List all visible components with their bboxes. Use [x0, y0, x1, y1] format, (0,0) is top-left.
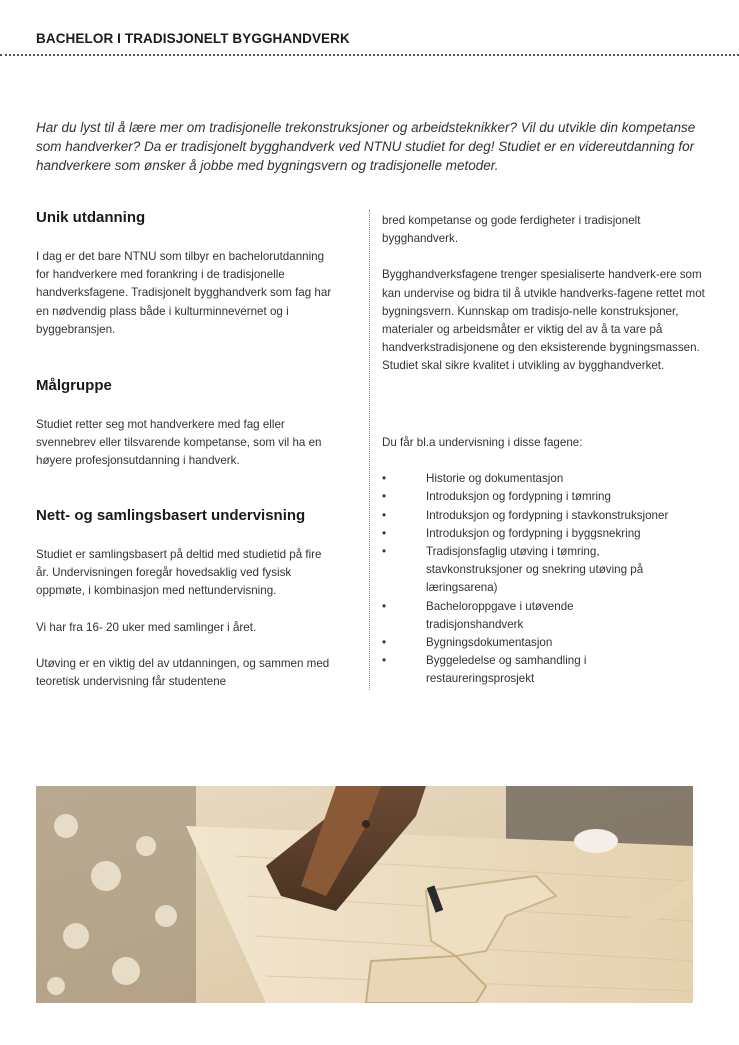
section-nett-og-samlingsbasert — [36, 506, 336, 691]
section-heading: Målgruppe — [36, 377, 112, 394]
intro-paragraph: Har du lyst til å lære mer om tradisjonelle trekonstruksjoner og arbeidsteknikker? Vil du utvikle din kompetanse som handverker? Da er tradisjonelt bygghandverk ved NTNU studiet for deg! Studiet er en videreutdanning for handverkere som ønsker å jobbe med bygningsvern og tradisjonelle metoder. — [36, 120, 696, 173]
section-heading: Unik utdanning — [36, 209, 146, 226]
section-paragraph: Bygghandverksfagene trenger spesialiserte handverk-ere som kan undervise og bidra til å utvikle handverks-fagene rettet mot bygningsvern. Kunnskap om tradisjo-nelle konstruksjoner, materialer og arbeidsmåter er viktig del av å ta vare på handverkstradisjonene og den eksisterende bygningsmassen. Studiet skal sikre kvalitet i utvikling av bygghandverket. — [382, 268, 705, 373]
header-dotted-divider — [0, 54, 739, 56]
section-paragraph: bred kompetanse og gode ferdigheter i tradisjonelt bygghandverk. — [382, 214, 641, 246]
woodworking-photo — [36, 786, 693, 1003]
section-heading: Nett- og samlingsbasert undervisning — [36, 507, 306, 524]
section-paragraph: Studiet retter seg mot handverkere med fag eller svennebrev eller tilsvarende kompetanse, som vil ha en høyere profesjonsutdanning i handverk. — [36, 418, 322, 468]
list-item: • Tradisjonsfaglig utøving i tømring, stavkonstruksjoner og snekring utøving på læringsarena) — [382, 545, 644, 595]
woodworking-planes-icon — [36, 786, 693, 1003]
section-paragraph: I dag er det bare NTNU som tilbyr en bachelorutdanning for handverkere med forankring i de tradisjonelle handverksfagene. Tradisjonelt bygghandverk som fag har en nødvendig plass både i kulturminnevernet og i byggebransjen. — [36, 250, 332, 336]
bullet-icon: • — [382, 472, 387, 486]
bullet-icon: • — [382, 490, 387, 504]
list-item: • Introduksjon og fordypning i byggsnekring — [382, 525, 712, 543]
list-item: • Introduksjon og fordypning i stavkonstruksjoner — [382, 507, 712, 525]
list-intro: Du får bl.a undervisning i disse fagene: — [382, 436, 583, 449]
page-header-title: BACHELOR I TRADISJONELT BYGGHANDVERK — [36, 31, 350, 46]
list-item: • Introduksjon og fordypning i tømring — [382, 488, 712, 506]
bullet-icon: • — [382, 526, 387, 540]
list-item: • Historie og dokumentasjon — [382, 470, 712, 488]
bullet-icon: • — [382, 508, 387, 522]
bullet-icon: • — [382, 545, 387, 559]
section-unik-utdanning — [36, 208, 336, 339]
section-paragraph: Studiet er samlingsbasert på deltid med studietid på fire år. Undervisningen foregår hovedsaklig ved fysisk oppmøte, i kombinasjon med nettundervisning. — [36, 548, 322, 598]
column-dotted-divider — [369, 210, 370, 690]
right-continuation — [382, 212, 712, 376]
list-item: • Byggeledelse og samhandling i restaureringsprosjekt — [382, 654, 587, 686]
bullet-icon: • — [382, 654, 387, 668]
section-paragraph: Vi har fra 16- 20 uker med samlinger i året. — [36, 620, 257, 634]
section-paragraph: Utøving er en viktig del av utdanningen, og sammen med teoretisk undervisning får studentene — [36, 656, 330, 689]
bullet-icon: • — [382, 599, 387, 613]
bullet-icon: • — [382, 636, 387, 650]
course-list — [382, 470, 712, 688]
list-item: • Bygningsdokumentasjon — [382, 634, 712, 652]
course-list-section — [382, 434, 712, 689]
list-item: • Bacheloroppgave i utøvende tradisjonshandverk — [382, 599, 574, 631]
section-malgruppe — [36, 376, 336, 471]
